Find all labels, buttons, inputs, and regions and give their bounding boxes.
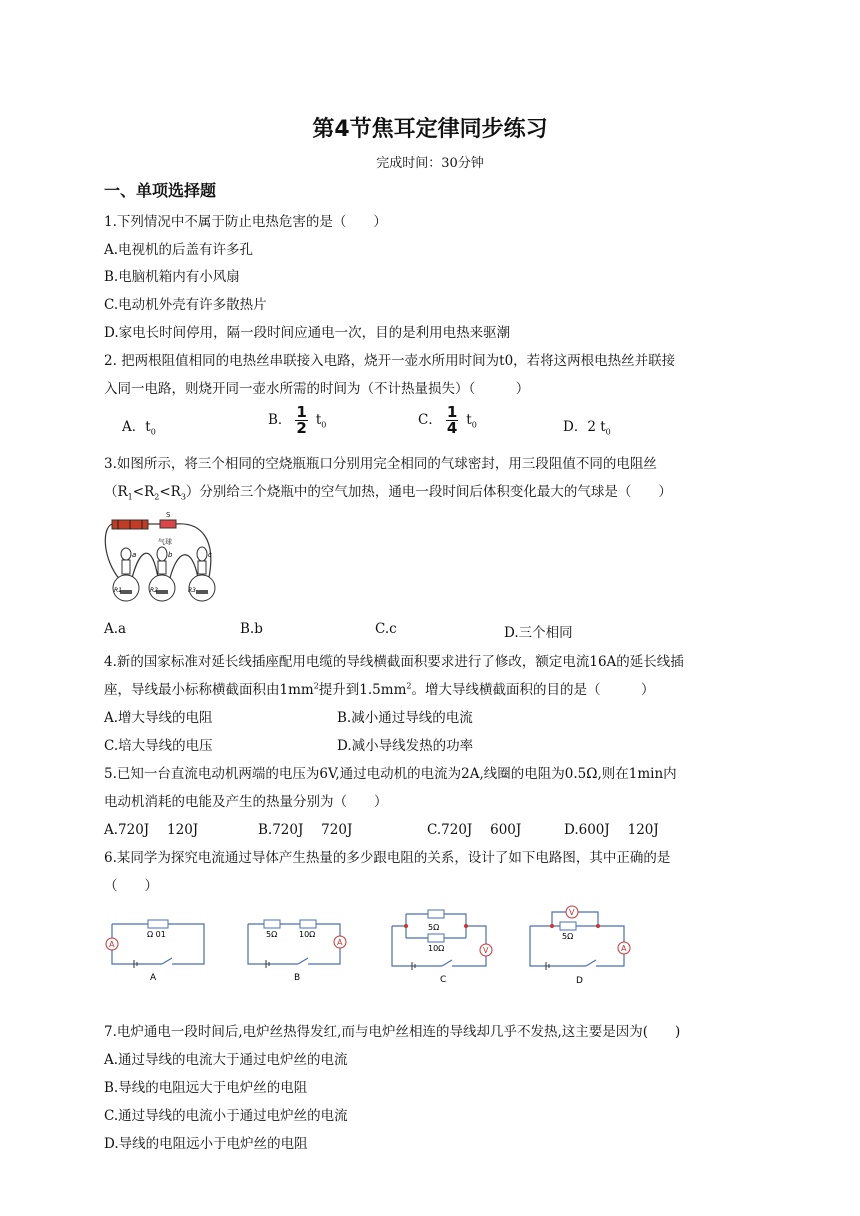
- q2-option-b: B． $\frac{1}{2}$ $t_0$: [268, 403, 327, 437]
- voltmeter-label: V: [483, 946, 489, 955]
- q4-option-b: B.减小通过导线的电流: [337, 710, 473, 726]
- balloon-a: [121, 548, 131, 560]
- q6-circuit-a: [100, 906, 215, 982]
- resistor-2-label: 10Ω: [299, 930, 316, 939]
- q3-flask-circuit-figure: [100, 508, 228, 604]
- q3-option-c: C.c: [375, 621, 397, 637]
- q3-stem-line2: $(R_1<R_2<R_3)$分别给三个烧瓶中的空气加热，通电一段时间后体积变化最大的气球是（ ）: [104, 484, 672, 502]
- balloon-b-label: b: [168, 551, 173, 559]
- resistor-1: [428, 910, 444, 918]
- ammeter-label: A: [621, 944, 627, 953]
- resistor: [148, 920, 168, 928]
- switch-label: S: [166, 511, 171, 519]
- q5-option-d: D.600J 120J: [564, 822, 659, 838]
- voltmeter-label: V: [569, 908, 575, 917]
- completion-time: 完成时间：30分钟: [376, 156, 484, 171]
- flask-2-label: R2: [150, 587, 158, 594]
- balloon-c: [197, 547, 207, 561]
- q3-option-a: A.a: [104, 621, 127, 637]
- q1-stem: 1.下列情况中不属于防止电热危害的是（ ）: [104, 214, 387, 230]
- circuit-label: D: [576, 976, 583, 986]
- q5-option-b: B.720J 720J: [258, 822, 353, 838]
- q7-option-a: A.通过导线的电流大于通过电炉丝的电流: [104, 1052, 348, 1068]
- q6-circuit-d: [526, 898, 636, 986]
- resistor-1: [264, 920, 280, 928]
- q4-option-d: D.减小导线发热的功率: [337, 738, 474, 754]
- page-title: 第4节焦耳定律同步练习: [312, 117, 548, 142]
- q5-stem-line2: 电动机消耗的电能及产生的热量分别为（ ）: [104, 794, 388, 810]
- flask-3-label: R3: [188, 587, 196, 594]
- q4-stem-line2: 座，导线最小标称横截面积由$1mm^2$提升到$1.5mm^2$。增大导线横截面积的目的是（ ）: [104, 681, 655, 698]
- q4-option-a: A.增大导线的电阻: [104, 710, 213, 726]
- q4-stem-line1: 4.新的国家标准对延长线插座配用电缆的导线横截面积要求进行了修改，额定电流16A的延长线插: [104, 654, 684, 670]
- q2-stem-line1: 2. 把两根阻值相同的电热丝串联接入电路，烧开一壶水所用时间为t0，若将这两根电热丝并联接: [104, 353, 676, 369]
- q5-stem-line1: 5.已知一台直流电动机两端的电压为6V,通过电动机的电流为2A,线圈的电阻为0.5Ω,则在1min内: [104, 766, 677, 782]
- resistor-1-label: 5Ω: [428, 923, 440, 932]
- q1-option-c: C.电动机外壳有许多散热片: [104, 297, 267, 313]
- q7-option-b: B.导线的电阻远大于电炉丝的电阻: [104, 1080, 308, 1096]
- q3-stem-line1: 3.如图所示，将三个相同的空烧瓶瓶口分别用完全相同的气球密封，用三段阻值不同的电阻丝: [104, 456, 657, 472]
- q5-option-a: A.720J 120J: [104, 822, 199, 838]
- q5-option-c: C.720J 600J: [427, 822, 522, 838]
- q1-option-b: B.电脑机箱内有小风扇: [104, 269, 240, 285]
- q6-circuit-b: [244, 906, 354, 982]
- balloon-b: [157, 547, 167, 561]
- balloon-a-label: a: [132, 551, 137, 559]
- q2-fraction-half: $\frac{1}{2}$: [296, 403, 307, 437]
- q2-option-a: A．$t_0$: [122, 419, 156, 437]
- q7-stem: 7.电炉通电一段时间后,电炉丝热得发红,而与电炉丝相连的导线却几乎不发热,这主要是因为( ): [104, 1024, 681, 1040]
- balloon-c-label: c: [208, 551, 212, 559]
- q7-option-d: D.导线的电阻远小于电炉丝的电阻: [104, 1136, 308, 1152]
- q6-circuit-c: [388, 904, 498, 984]
- q4-option-c: C.培大导线的电压: [104, 738, 213, 754]
- resistor-label: Ω 01: [147, 930, 166, 939]
- section-heading: 一、单项选择题: [104, 181, 217, 200]
- switch: [160, 520, 176, 528]
- resistor-1-label: 5Ω: [266, 930, 278, 939]
- balloon-label: 气球: [158, 538, 172, 546]
- flask-1-label: R1: [114, 587, 122, 594]
- q1-option-d: D.家电长时间停用，隔一段时间应通电一次，目的是利用电热来驱潮: [104, 325, 511, 341]
- q2-fraction-quarter: $\frac{1}{4}$: [446, 403, 458, 437]
- resistor-2-label: 10Ω: [428, 944, 445, 953]
- q2-stem-line2: 入同一电路，则烧开同一壶水所需的时间为（不计热量损失）（ ）: [104, 381, 530, 397]
- ammeter-label: A: [109, 940, 115, 949]
- q6-stem-line1: 6.某同学为探究电流通过导体产生热量的多少跟电阻的关系，设计了如下电路图，其中正确的是: [104, 850, 671, 866]
- q1-option-a: A.电视机的后盖有许多孔: [104, 242, 254, 258]
- ammeter-label: A: [337, 938, 343, 947]
- q7-option-c: C.通过导线的电流小于通过电炉丝的电流: [104, 1108, 348, 1124]
- q2-option-d: D．2 $t_0$: [563, 419, 611, 437]
- resistor-2: [428, 934, 444, 942]
- circuit-label: A: [150, 973, 157, 982]
- q3-option-d: D.三个相同: [504, 625, 573, 641]
- q6-stem-line2: （ ）: [104, 878, 158, 894]
- q3-option-b: B.b: [240, 621, 263, 637]
- resistor-label: 5Ω: [562, 932, 574, 941]
- circuit-label: C: [440, 975, 447, 984]
- resistor: [560, 922, 576, 930]
- q2-option-c: C． $\frac{1}{4}$ $t_0$: [418, 403, 477, 437]
- resistor-2: [300, 920, 316, 928]
- circuit-label: B: [294, 973, 301, 982]
